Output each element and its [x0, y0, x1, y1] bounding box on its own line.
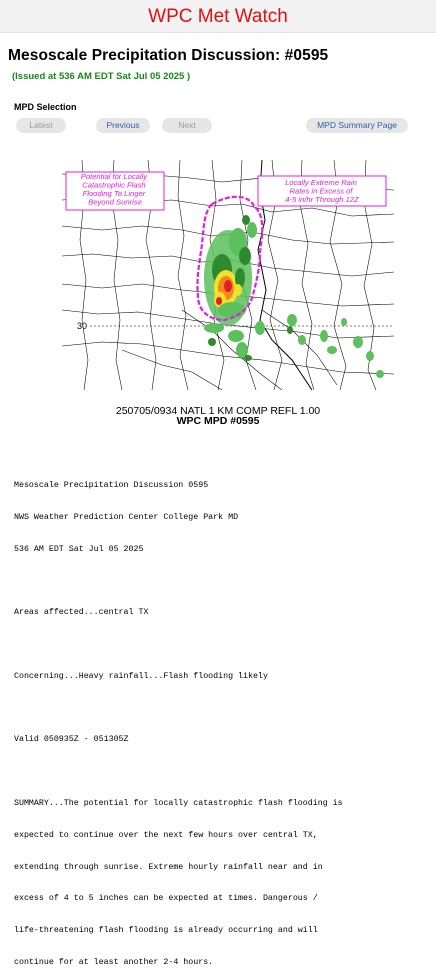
summary-line: SUMMARY...The potential for locally catastrophic flash flooding is: [14, 799, 343, 808]
annotation-left-line: Catastrophic Flash: [82, 180, 146, 190]
summary-line: extending through sunrise. Extreme hourly rainfall near and in: [14, 862, 323, 872]
latest-button[interactable]: Latest: [16, 118, 66, 133]
latitude-30-label: 30: [76, 321, 88, 331]
map-caption-product: 250705/0934 NATL 1 KM COMP REFL 1.00: [115, 405, 321, 417]
annotation-left-line: Beyond Sunrise: [88, 197, 142, 207]
site-title[interactable]: WPC Met Watch: [148, 6, 288, 27]
discussion-header-line: Mesoscale Precipitation Discussion 0595: [14, 481, 209, 491]
valid-time: Valid 050935Z - 051305Z: [14, 735, 129, 745]
issued-time: (Issued at 536 AM EDT Sat Jul 05 2025 ): [12, 71, 191, 82]
map-caption-title: WPC MPD #0595: [176, 415, 260, 427]
radar-map[interactable]: [62, 160, 394, 390]
spacer: [14, 767, 343, 778]
annotation-left: [66, 172, 164, 210]
site-header: [0, 0, 436, 33]
mpd-selection-buttons: [0, 118, 436, 134]
spacer: [14, 577, 343, 588]
page-title: Mesoscale Precipitation Discussion: #0595: [8, 47, 329, 64]
spacer: [14, 640, 343, 651]
annotation-right-line: Locally Extreme Rain: [285, 178, 357, 187]
next-button[interactable]: Next: [162, 118, 212, 133]
mpd-header: [0, 33, 436, 82]
summary-line: excess of 4 to 5 inches can be expected at times. Dangerous /: [14, 894, 318, 904]
mpd-summary-page-button[interactable]: MPD Summary Page: [306, 118, 408, 133]
annotation-right-line: Rates in Excess of: [289, 186, 353, 196]
annotation-right: [258, 176, 386, 206]
previous-button[interactable]: Previous: [96, 118, 150, 133]
radar-map-svg: [62, 160, 394, 390]
summary-line: continue for at least another 2-4 hours.: [14, 957, 214, 967]
summary-line: expected to continue over the next few hours over central TX,: [14, 830, 318, 840]
svg-text:Locally Extreme Rain R: [285, 178, 359, 204]
discussion-text: [14, 460, 343, 979]
annotation-left-line: Potential for Locally: [80, 172, 148, 181]
mpd-selection-label: MPD Selection: [14, 102, 77, 112]
summary-line: life-threatening flash flooding is already occurring and will: [14, 926, 318, 936]
concerning: Concerning...Heavy rainfall...Flash flooding likely: [14, 671, 268, 681]
discussion-header-line: 536 AM EDT Sat Jul 05 2025: [14, 544, 144, 554]
annotation-right-line: 4-5 in/hr Through 12Z: [285, 195, 359, 204]
radar-echoes: [204, 215, 384, 378]
annotation-left-line: Flooding To Linger: [82, 189, 146, 198]
spacer: [14, 704, 343, 715]
svg-text:Potential for Locally: [81, 172, 149, 207]
areas-affected: Areas affected...central TX: [14, 608, 149, 618]
discussion-header-line: NWS Weather Prediction Center College Park MD: [14, 512, 239, 522]
